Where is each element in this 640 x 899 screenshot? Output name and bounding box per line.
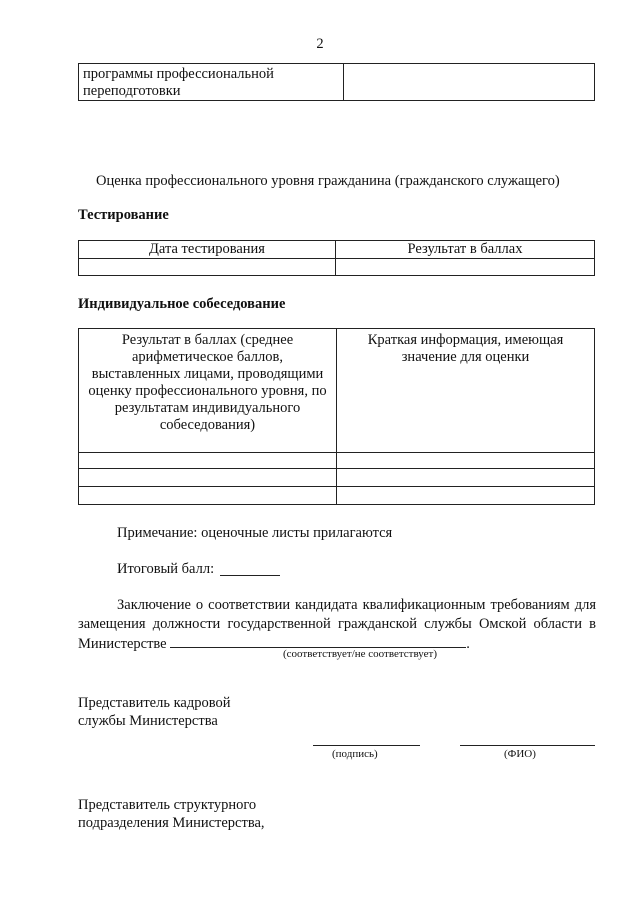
testing-col-result: Результат в баллах: [336, 241, 595, 259]
fio-label: (ФИО): [504, 748, 536, 760]
testing-heading: Тестирование: [78, 207, 169, 223]
testing-date-cell: [79, 259, 336, 276]
conclusion-text: Заключение о соответствии кандидата квалификационным требованиям для замещения должности государственной гражданской службы Омской области в Министерстве: [78, 597, 596, 652]
testing-table: [78, 240, 595, 276]
conclusion-line: [170, 634, 466, 648]
dept-rep-line2: подразделения Министерства,: [78, 815, 265, 831]
top-table: [78, 63, 595, 101]
interview-table: [78, 328, 595, 505]
dept-rep-line1: Представитель структурного: [78, 797, 257, 813]
total-score-line: [220, 575, 280, 576]
testing-col-date: Дата тестирования: [79, 241, 336, 259]
page-number: 2: [316, 36, 324, 52]
note-text: Примечание: оценочные листы прилагаются: [117, 525, 393, 541]
top-table-right-cell: [344, 64, 595, 101]
total-score-label: Итоговый балл:: [117, 561, 215, 577]
interview-row-1-right: [337, 453, 595, 469]
interview-col-info: Краткая информация, имеющая значение для оценки: [337, 329, 595, 453]
signature-label: (подпись): [332, 748, 378, 760]
assessment-title: Оценка профессионального уровня гражданина (гражданского служащего): [96, 173, 560, 189]
conclusion-block: [78, 596, 596, 654]
interview-heading: Индивидуальное собеседование: [78, 296, 286, 312]
hr-rep-line2: службы Министерства: [78, 713, 218, 729]
interview-row-2-right: [337, 469, 595, 487]
interview-row-3-left: [79, 487, 337, 505]
fio-line: [460, 745, 595, 746]
top-table-left-cell: программы профессиональной переподготовки: [79, 64, 344, 101]
testing-result-cell: [336, 259, 595, 276]
interview-col-result: Результат в баллах (среднее арифметическое баллов, выставленных лицами, проводящими оценку профессионального уровня, по результатам индивидуального собеседования): [79, 329, 337, 453]
conclusion-hint: (соответствует/не соответствует): [283, 648, 437, 660]
signature-line: [313, 745, 420, 746]
interview-row-2-left: [79, 469, 337, 487]
interview-row-3-right: [337, 487, 595, 505]
conclusion-end: .: [466, 636, 470, 652]
hr-rep-line1: Представитель кадровой: [78, 695, 231, 711]
interview-row-1-left: [79, 453, 337, 469]
